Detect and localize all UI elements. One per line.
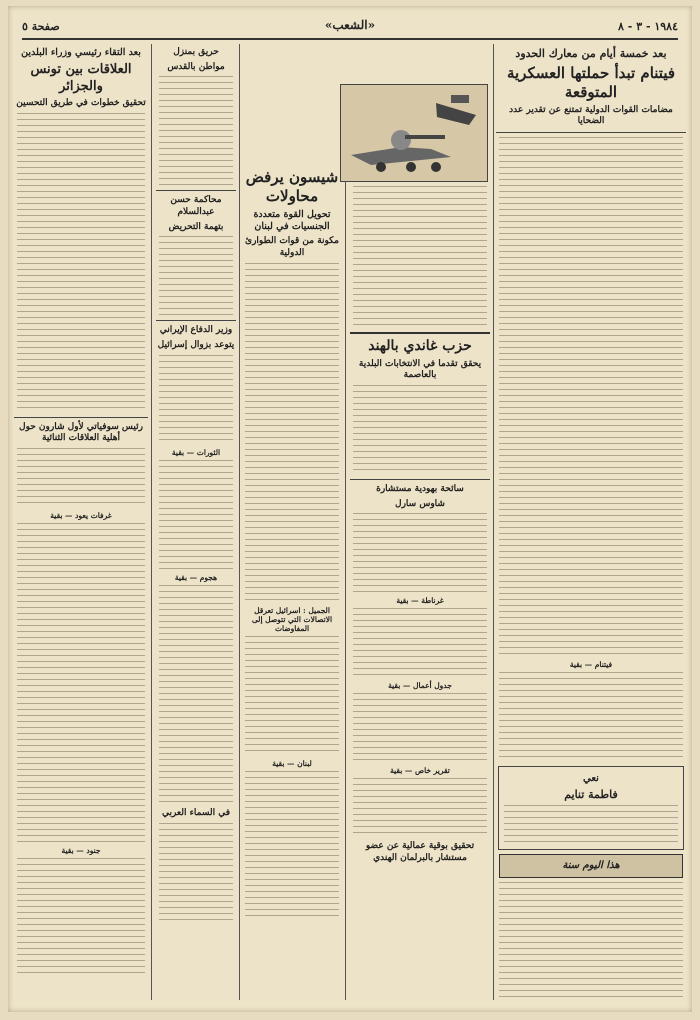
column-vietnam [496, 44, 686, 1000]
attack-continued: هجوم — بقية [174, 572, 218, 582]
column-india [350, 166, 490, 1000]
trial-headline: محاكمة حسن عبدالسلام [170, 195, 222, 218]
paper-name: «الشعب» [324, 18, 376, 32]
obituary-title: نعي [583, 773, 599, 785]
political-cartoon [340, 84, 488, 182]
tunisia-headline: العلاقات بين تونس والجزائر [30, 62, 132, 94]
report-body [353, 778, 487, 838]
column-tunisia-algeria [14, 44, 148, 1000]
india-subheadline: يحقق تقدما في الانتخابات البلدية بالعاصمة [358, 358, 482, 381]
vietnam-continued: فيتنام — بقية [569, 660, 613, 670]
newspaper-page [8, 6, 692, 1012]
vietnam-spill-body [353, 168, 487, 328]
column-misc [156, 44, 236, 1000]
gemayel-continued: الجميل : اسرائيل تعرقل الاتصالات التي تتوصل إلى المفاوضات [251, 605, 333, 633]
trial-subheadline: بتهمة التحريض [168, 221, 224, 232]
today-in-history-logo: هذا اليوم سنة [499, 854, 683, 878]
lebanon-subheadline: مكونة من قوات الطوارئ الدولية [245, 236, 339, 258]
arafat-continued: غرفات يعود — بقية [50, 510, 112, 520]
soldiers-body [17, 858, 145, 978]
soviet-item: رئيس سوفياتي لأول شارون حول أهلية العلاقات الثنائية [19, 421, 143, 444]
india-body [353, 385, 487, 475]
vietnam-article-body [499, 137, 683, 657]
gemayel-body [245, 636, 339, 756]
vietnam-continued-body [499, 672, 683, 762]
report-continued: تقرير خاص — بقية [390, 766, 450, 776]
soldiers-continued: جنود — بقية [61, 845, 101, 855]
advisor-body [353, 513, 487, 593]
soviet-body [17, 448, 145, 508]
granada-body [353, 608, 487, 678]
india-headline: حزب غاندي بالهند [368, 338, 472, 354]
iran-subheadline: يتوعد بزوال إسرائيل [157, 340, 235, 351]
agenda-continued: جدول أعمال — بقية [388, 681, 452, 691]
vietnam-headline: فيتنام تبدأ حملتها العسكرية المتوقعة [506, 64, 676, 102]
revolutions-continued: الثورات — بقية [171, 447, 221, 457]
granada-continued: غرناطة — بقية [396, 596, 444, 606]
lebanon-body [245, 263, 339, 603]
iran-headline: وزير الدفاع الإيراني [159, 325, 233, 336]
lebanon-caption: شيسون يرفض محاولات [245, 168, 339, 205]
iran-body [159, 355, 233, 445]
vietnam-kicker: بعد خمسة أيام من معارك الحدود [515, 47, 667, 60]
item-name: شاوس سارل [395, 498, 445, 509]
arab-sky-body [159, 823, 233, 923]
trial-body [159, 236, 233, 316]
obituary-box [498, 766, 684, 850]
issue-date: ١٩٨٤ - ٣ - ٨ [618, 20, 678, 33]
lebanon-continued: لبنان — بقية [272, 758, 312, 768]
revolutions-body [159, 460, 233, 570]
fire-headline: حريق بمنزل [173, 47, 219, 57]
cartoon-drawing [341, 85, 487, 181]
lebanon-continued-body [245, 771, 339, 921]
tunisia-kicker: بعد التقاء رئيسي وزراء البلدين [21, 47, 141, 58]
vietnam-subheadline: مضامات القوات الدولية تمتنع عن تقدير عدد الضحايا [509, 104, 673, 127]
obituary-body [504, 805, 678, 845]
lebanon-headline: تحويل القوة متعددة الجنسيات في لبنان [253, 208, 331, 232]
attack-body [159, 585, 233, 805]
masthead [22, 16, 678, 40]
page-number: صفحة ٥ [22, 20, 60, 33]
history-body [499, 882, 683, 1000]
tunisia-subheadline: تحقيق خطوات في طريق التحسين [16, 97, 146, 108]
agenda-body [353, 693, 487, 763]
arafat-body [17, 523, 145, 843]
tunisia-body [17, 113, 145, 413]
fire-subheadline: مواطن بالقدس [167, 61, 225, 72]
item-advisor: سائحة بهودية مستشارة [376, 483, 464, 494]
fire-body [159, 76, 233, 186]
labor-investigation: تحقيق بوقية عمالية عن عضو مستشار بالبرلمان الهندي [365, 841, 475, 863]
arab-sky-item: في السماء العربي [161, 807, 231, 818]
obituary-name: فاطمة تنايم [564, 788, 618, 802]
column-lebanon [242, 166, 342, 1000]
